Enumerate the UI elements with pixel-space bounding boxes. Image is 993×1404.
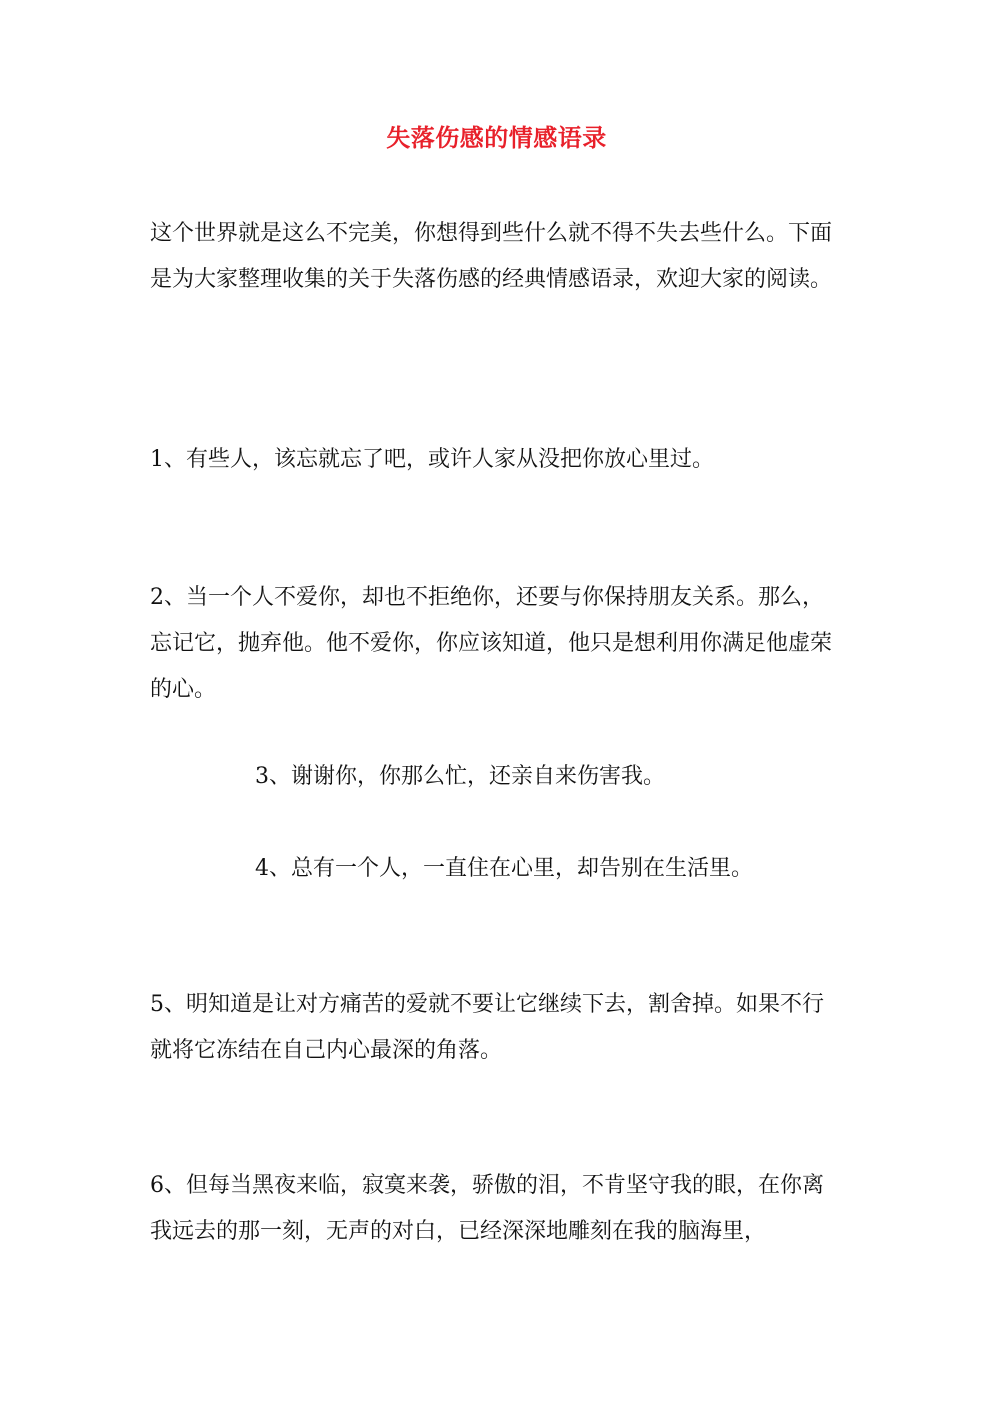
quote-paragraph-1: 1、有些人，该忘就忘了吧，或许人家从没把你放心里过。 — [150, 447, 714, 472]
quote-paragraph-2: 2、当一个人不爱你，却也不拒绝你，还要与你保持朋友关系。那么，忘记它，抛弃他。他不爱你，你应该知道，他只是想利用你满足他虚荣的心。 — [150, 585, 833, 702]
quote-paragraph-5: 5、明知道是让对方痛苦的爱就不要让它继续下去，割舍掉。如果不行就将它冻结在自己内心最深的角落。 — [150, 992, 824, 1063]
quote-paragraph-6: 6、但每当黑夜来临，寂寞来袭，骄傲的泪，不肯坚守我的眼，在你离我远去的那一刻，无声的对白，已经深深地雕刻在我的脑海里， — [150, 1173, 824, 1244]
quote-paragraph-3: 3、谢谢你，你那么忙，还亲自来伤害我。 — [255, 764, 665, 789]
intro-paragraph: 这个世界就是这么不完美，你想得到些什么就不得不失去些什么。下面是为大家整理收集的关于失落伤感的经典情感语录，欢迎大家的阅读。 — [150, 221, 833, 292]
quote-paragraph-4: 4、总有一个人，一直住在心里，却告别在生活里。 — [255, 856, 753, 881]
document-title: 失落伤感的情感语录 — [386, 123, 607, 152]
